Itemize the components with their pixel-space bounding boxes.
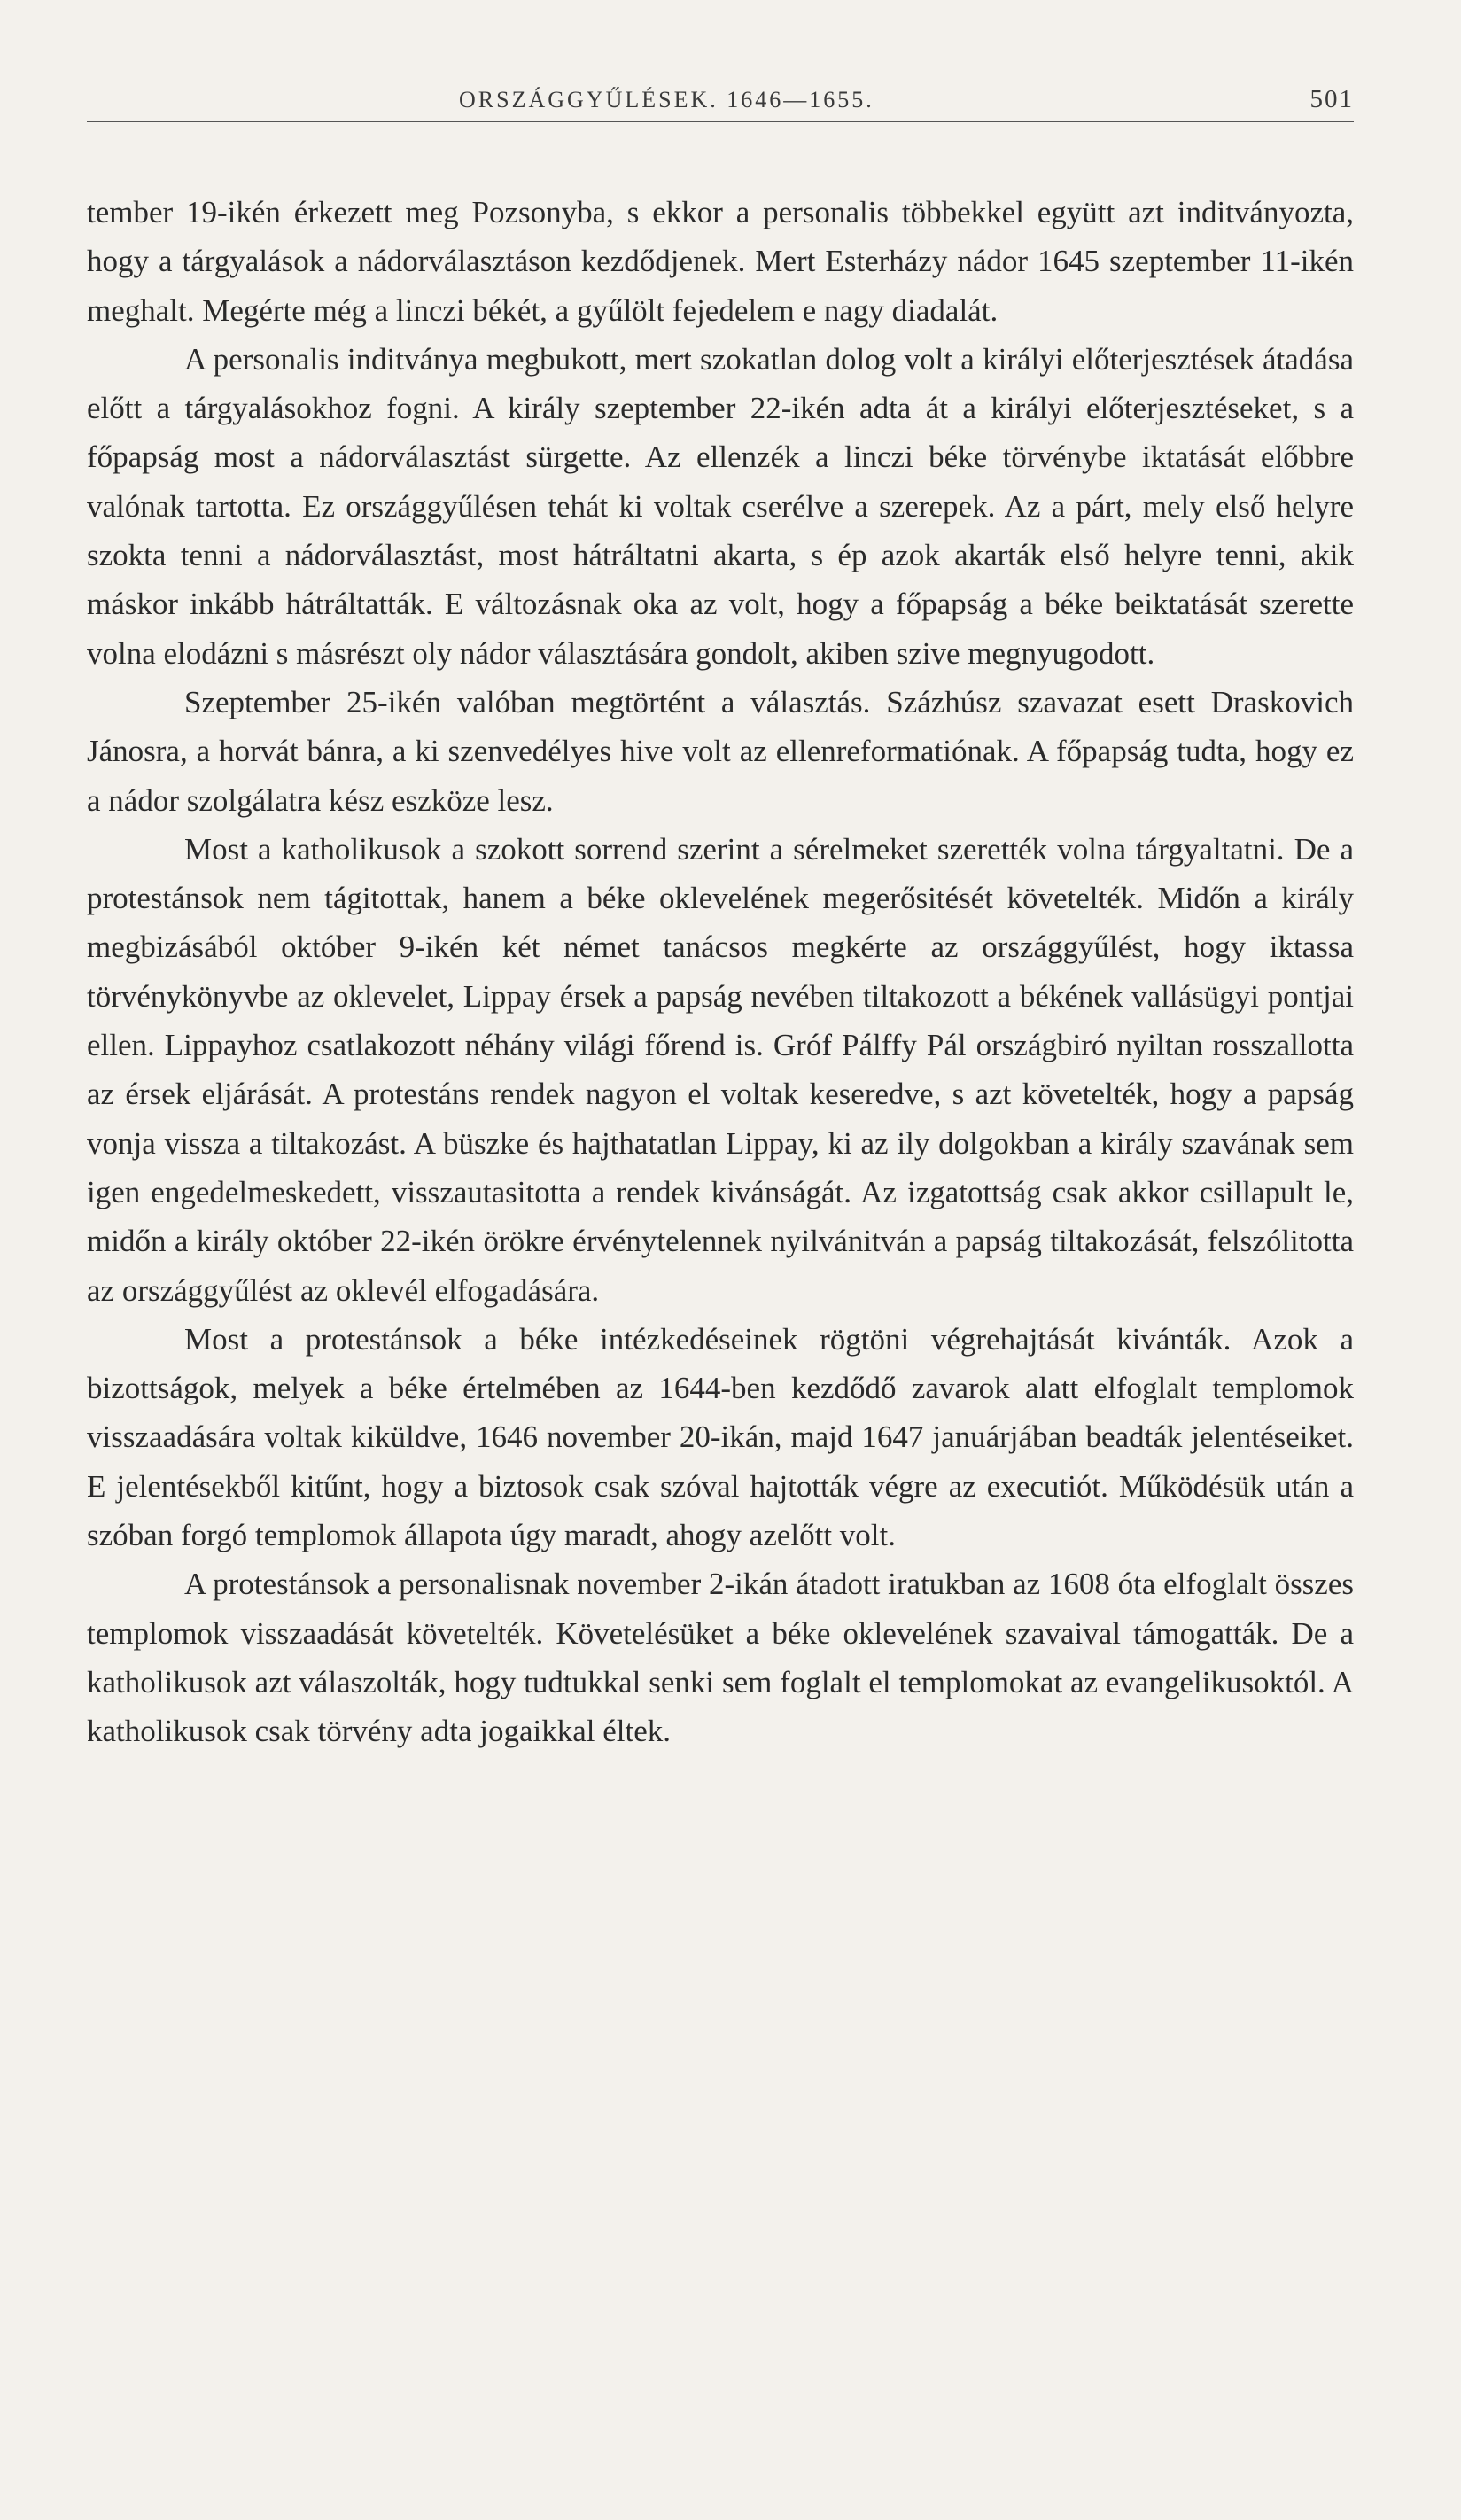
page-header	[87, 82, 1354, 122]
body-text	[87, 188, 1354, 1756]
paragraph: A protestánsok a personalisnak november 2-ikán átadott iratukban az 1608 óta elfoglalt összes templomok visszaadását követelték. Követelésüket a béke oklevelének szavaival támogatták. De a katholikusok azt válaszolták, hogy tudtukkal senki sem foglalt el templomokat az evangelikusoktól. A katholikusok csak törvény adta jogaikkal éltek.	[87, 1567, 1354, 1749]
paragraph: tember 19-ikén érkezett meg Pozsonyba, s ekkor a personalis többekkel együtt azt inditványozta, hogy a tárgyalások a nádorválasztáson kezdődjenek. Mert Esterházy nádor 1645 szeptember 11-ikén meghalt. Megérte még a linczi békét, a gyűlölt fejedelem e nagy diadalát.	[87, 195, 1354, 328]
paragraph: Most a katholikusok a szokott sorrend szerint a sérelmeket szerették volna tárgyaltatni. De a protestánsok nem tágitottak, hanem a béke oklevelének megerősitését követelték. Midőn a király megbizásából október 9-ikén két német tanácsos megkérte az országgyűlést, hogy iktassa törvénykönyvbe az oklevelet, Lippay érsek a papság nevében tiltakozott a békének vallásügyi pontjai ellen. Lippayhoz csatlakozott néhány világi főrend is. Gróf Pálffy Pál országbiró nyiltan rosszallotta az érsek eljárását. A protestáns rendek nagyon el voltak keseredve, s azt követelték, hogy a papság vonja vissza a tiltakozást. A büszke és hajthatatlan Lippay, ki az ily dolgokban a király szavának sem igen engedelmeskedett, visszautasitotta a rendek kivánságát. Az izgatottság csak akkor csillapult le, midőn a király október 22-ikén örökre érvénytelennek nyilvánitván a papság tiltakozását, felszólitotta az országgyűlést az oklevél elfogadására.	[87, 831, 1354, 1308]
running-head: ORSZÁGGYŰLÉSEK. 1646—1655.	[459, 87, 874, 113]
paragraph: A personalis inditványa megbukott, mert szokatlan dolog volt a királyi előterjesztések átadása előtt a tárgyalásokhoz fogni. A király szeptember 22-ikén adta át a királyi előterjesztéseket, s a főpapság most a nádorválasztást sürgette. Az ellenzék a linczi béke törvénybe iktatását előbbre valónak tartotta. Ez országgyűlésen tehát ki voltak cserélve a szerepek. Az a párt, mely első helyre szokta tenni a nádorválasztást, most hátráltatni akarta, s ép azok akarták első helyre tenni, akik máskor inkább hátráltatták. E változásnak oka az volt, hogy a főpapság a béke beiktatását szerette volna elodázni s másrészt oly nádor választására gondolt, akiben szive megnyugodott.	[87, 341, 1354, 671]
paragraph: Szeptember 25-ikén valóban megtörtént a választás. Százhúsz szavazat esett Draskovich Jánosra, a horvát bánra, a ki szenvedélyes hive volt az ellenreformatiónak. A főpapság tudta, hogy ez a nádor szolgálatra kész eszköze lesz.	[87, 684, 1354, 818]
page-number: 501	[1309, 85, 1354, 113]
paragraph: Most a protestánsok a béke intézkedéseinek rögtöni végrehajtását kivánták. Azok a bizottságok, melyek a béke értelmében az 1644-ben kezdődő zavarok alatt elfoglalt templomok visszaadására voltak kiküldve, 1646 november 20-ikán, majd 1647 januárjában beadták jelentéseiket. E jelentésekből kitűnt, hogy a biztosok csak szóval hajtották végre az executiót. Működésük után a szóban forgó templomok állapota úgy maradt, ahogy azelőtt volt.	[87, 1321, 1354, 1553]
